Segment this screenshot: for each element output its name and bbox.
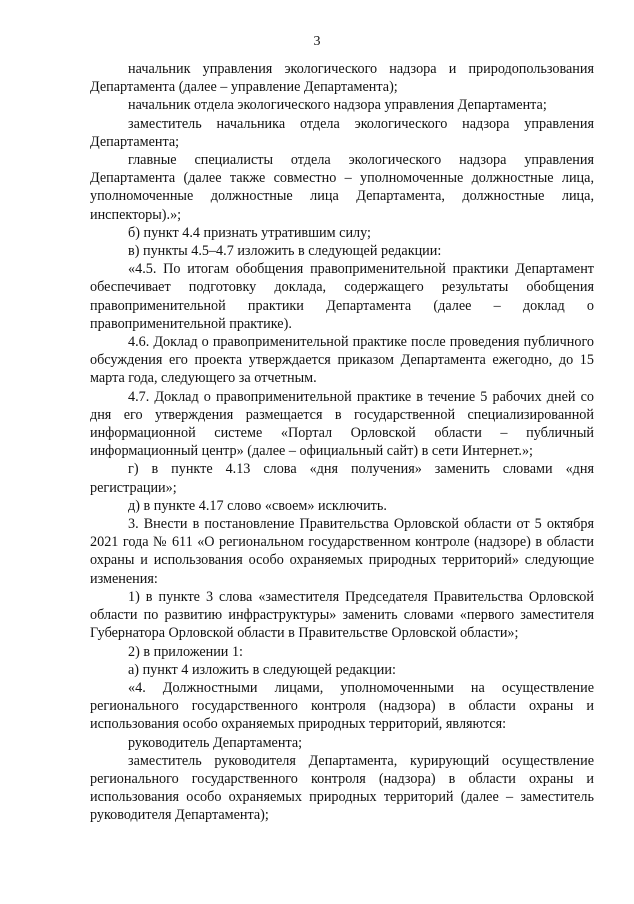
paragraph: 4.7. Доклад о правоприменительной практике в течение 5 рабочих дней со дня его утверждения размещается в государственной специализированной информационной системе «Портал Орловской области – публичный информационный центр» (далее – официальный сайт) в сети Интернет.»; (90, 388, 594, 460)
page-number: 3 (313, 34, 321, 49)
paragraph: руководитель Департамента; (128, 734, 303, 751)
paragraph: 4.6. Доклад о правоприменительной практике после проведения публичного обсуждения его проекта утверждается приказом Департамента ежегодно, до 15 марта года, следующего за отчетным. (90, 334, 594, 387)
paragraph: 1) в пункте 3 слова «заместителя Председателя Правительства Орловской области по развитию инфраструктуры» заменить словами «первого заместителя Губернатора Орловской области в Правительстве Орловской области»; (90, 588, 594, 642)
paragraph: начальник отдела экологического надзора управления Департамента; (128, 97, 547, 114)
paragraph: заместитель руководителя Департамента, курирующий осуществление регионального государственного контроля (надзора) в области охраны и использования особо охраняемых природных территорий (далее – заместитель руководителя Департамента); (90, 752, 594, 824)
paragraph: г) в пункте 4.13 слова «дня получения» заменить словами «дня регистрации»; (90, 461, 594, 496)
paragraph: заместитель начальника отдела экологического надзора управления Департамента; (90, 115, 594, 150)
paragraph: 2) в приложении 1: (128, 643, 243, 660)
paragraph: д) в пункте 4.17 слово «своем» исключить. (128, 497, 387, 514)
document-body (90, 60, 594, 825)
paragraph: начальник управления экологического надзора и природопользования Департамента (далее – управление Департамента); (90, 61, 594, 96)
paragraph: б) пункт 4.4 признать утратившим силу; (128, 224, 371, 241)
paragraph: в) пункты 4.5–4.7 изложить в следующей редакции: (128, 243, 442, 260)
paragraph: «4. Должностными лицами, уполномоченными на осуществление регионального государственного контроля (надзора) в области охраны и использования особо охраняемых природных территорий, являются: (90, 679, 594, 733)
paragraph: «4.5. По итогам обобщения правоприменительной практики Департамент обеспечивает подготовку доклада, содержащего результаты обобщения правоприменительной практики Департамента (далее – доклад о правоприменительной практике). (90, 261, 594, 332)
paragraph: главные специалисты отдела экологического надзора управления Департамента (далее также совместно – уполномоченные должностные лица, уполномоченные должностные лица Департамента, должностные лица, инспекторы).»; (90, 152, 594, 223)
paragraph: 3. Внести в постановление Правительства Орловской области от 5 октября 2021 года № 611 «О региональном государственном контроле (надзоре) в области охраны и использования особо охраняемых природных территорий» следующие изменения: (90, 516, 594, 587)
paragraph: а) пункт 4 изложить в следующей редакции: (128, 661, 396, 678)
